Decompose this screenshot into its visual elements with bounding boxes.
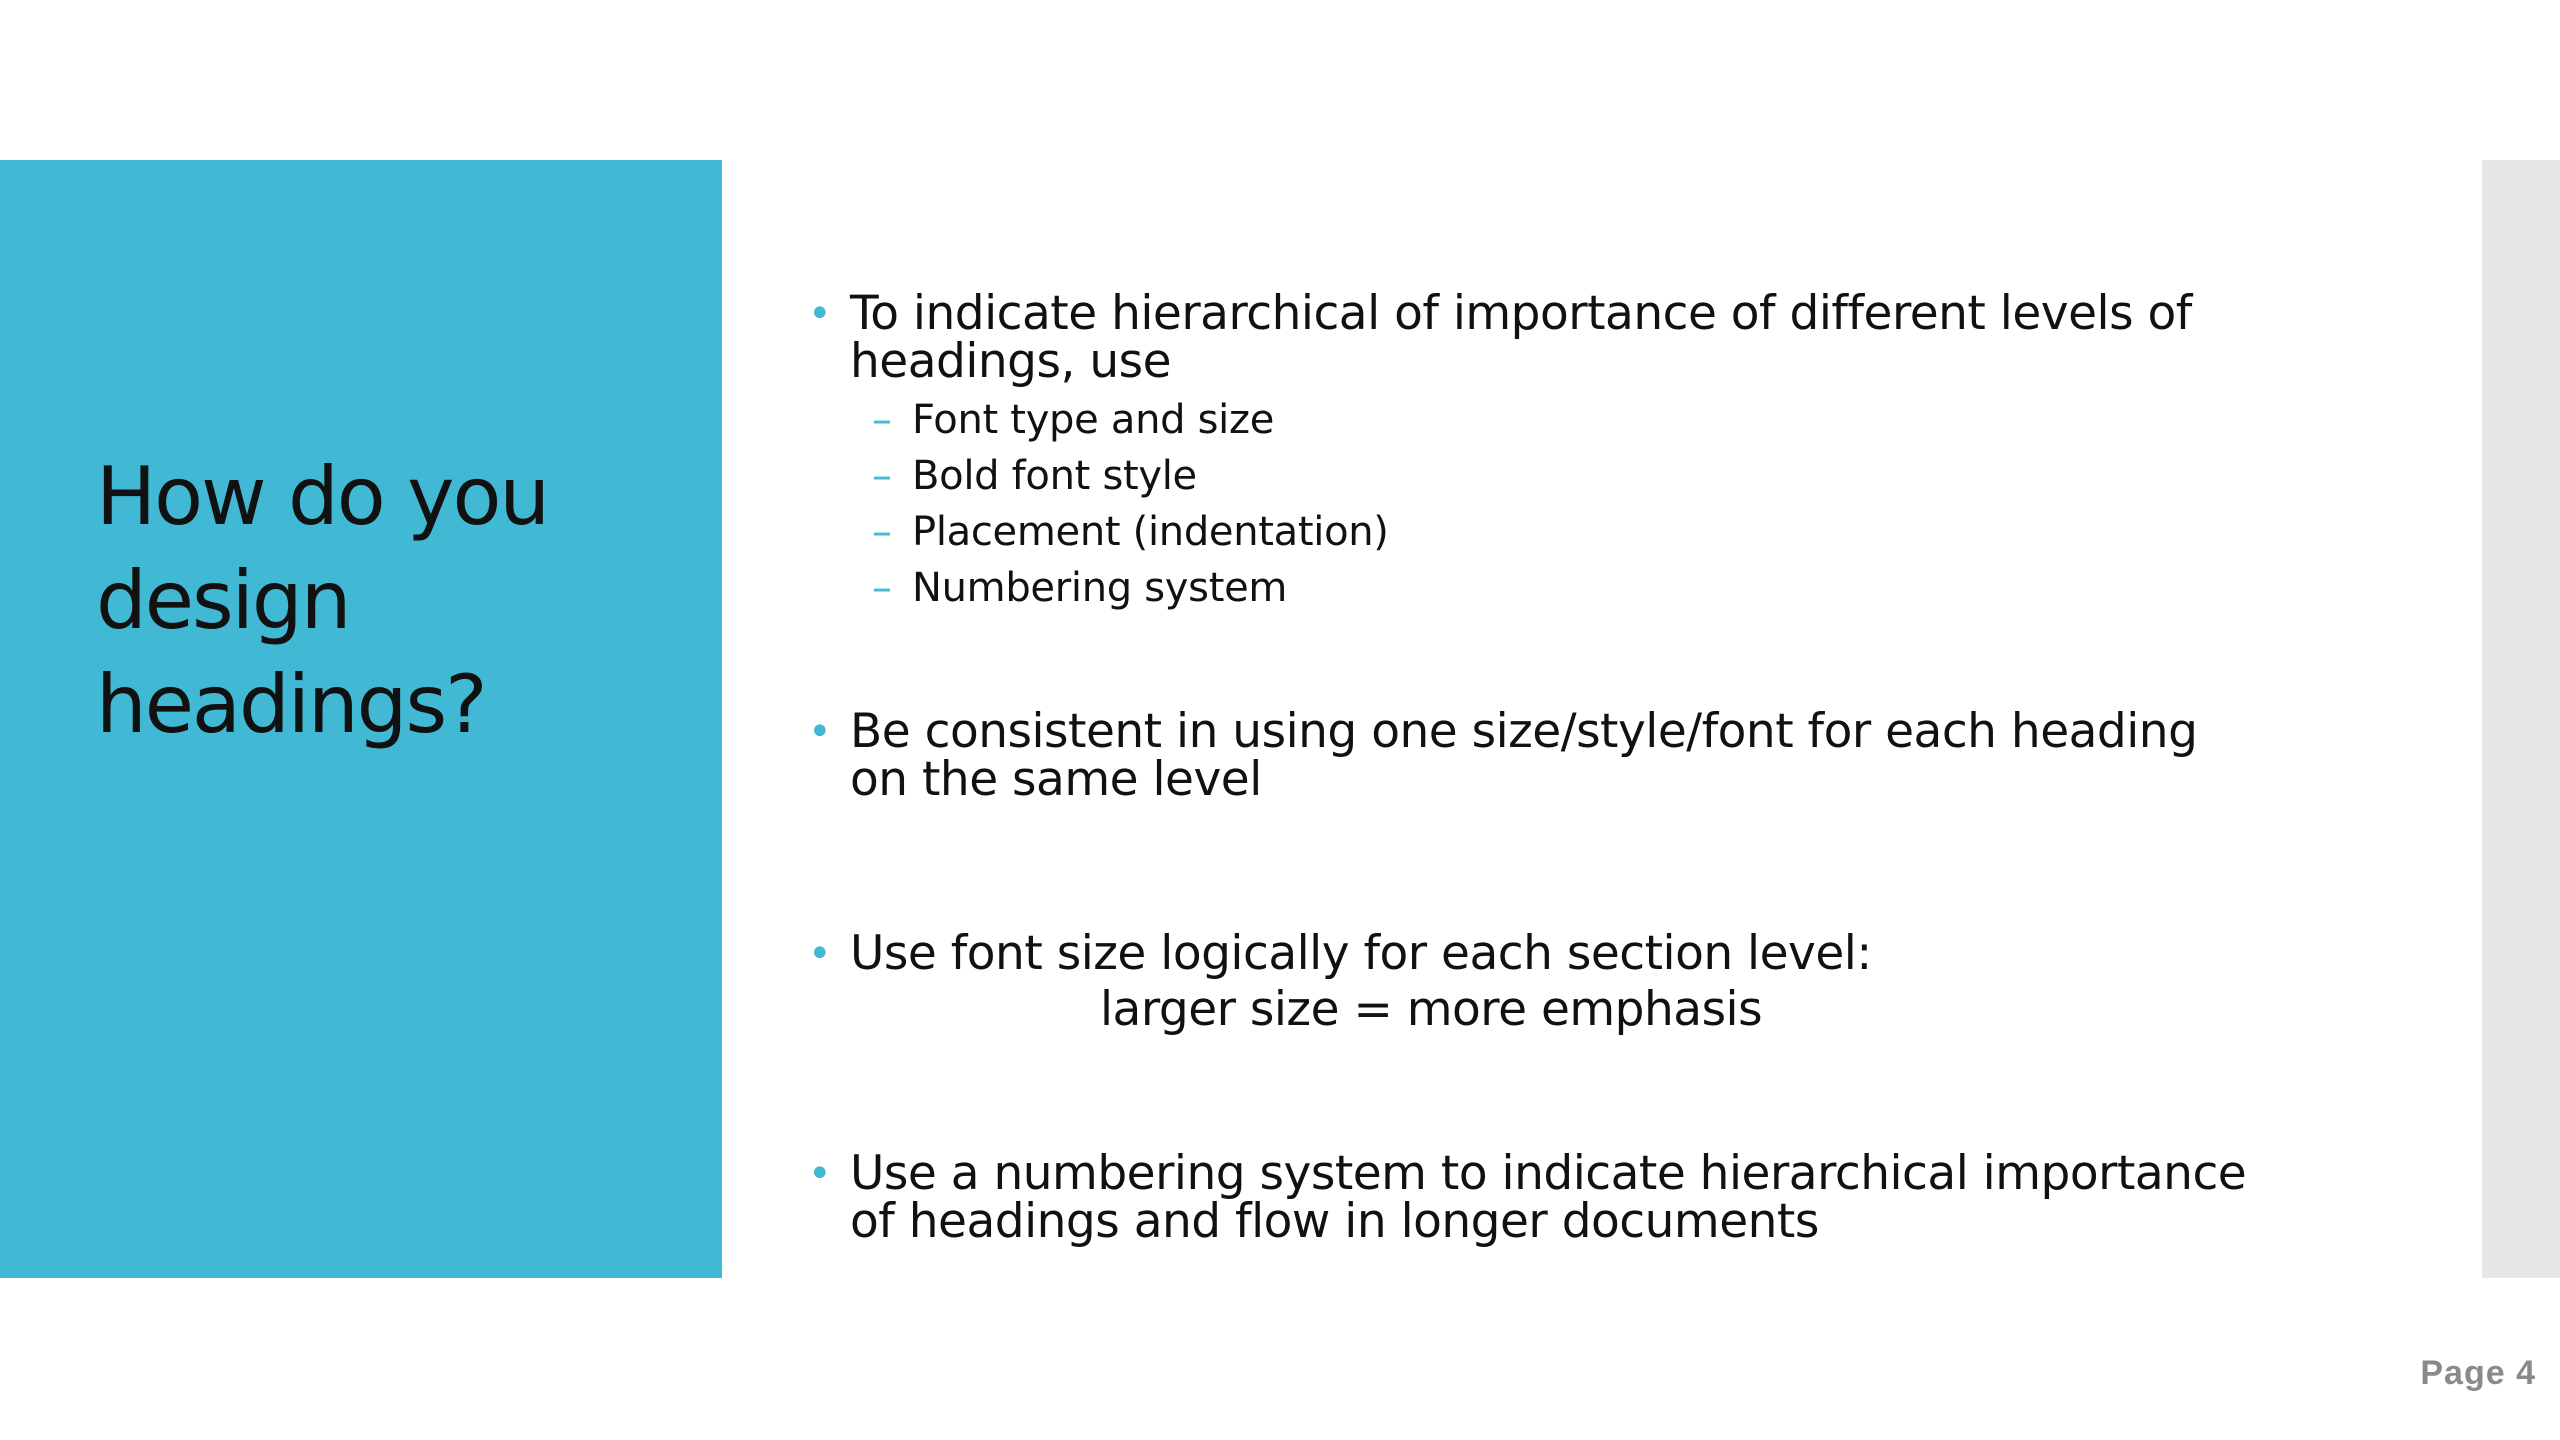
sub-item-numbering <box>872 560 2268 616</box>
bullet-item-4 <box>808 1146 2268 1249</box>
bullet-text: Use font size logically for each section level: <box>850 926 1872 981</box>
slide-title: How do you design headings? <box>96 450 549 751</box>
bullet-text: Be consistent in using one size/style/font for each heading on the same level <box>850 704 2198 807</box>
bullet-text: Use a numbering system to indicate hierarchical importance of headings and flow in longer documents <box>850 1146 2247 1249</box>
sub-list <box>808 392 2268 616</box>
sub-item-bold <box>872 448 2268 504</box>
content-area <box>808 286 2268 1249</box>
sub-item-text: Bold font style <box>912 453 1197 499</box>
bullet-item-3 <box>808 926 2268 1038</box>
page-number: Page 4 <box>2420 1354 2536 1392</box>
bullet-text: To indicate hierarchical of importance of different levels of headings, use <box>850 286 2192 389</box>
sub-item-text: Placement (indentation) <box>912 509 1389 555</box>
bullet-dot: • <box>808 931 832 977</box>
sub-item-text: Font type and size <box>912 397 1275 443</box>
emphasis-line: larger size = more emphasis <box>1100 982 1763 1037</box>
sub-item-placement <box>872 504 2268 560</box>
bullet-dot: • <box>808 291 832 337</box>
bullet-item-2 <box>808 704 2268 807</box>
side-strip <box>2482 160 2560 1278</box>
dash-marker: – <box>872 565 892 611</box>
bullet-item-1 <box>808 286 2268 389</box>
bullet-dot: • <box>808 709 832 755</box>
sub-item-text: Numbering system <box>912 565 1288 611</box>
dash-marker: – <box>872 453 892 499</box>
dash-marker: – <box>872 397 892 443</box>
dash-marker: – <box>872 509 892 555</box>
bullet-dot: • <box>808 1151 832 1197</box>
sub-item-font-type <box>872 392 2268 448</box>
